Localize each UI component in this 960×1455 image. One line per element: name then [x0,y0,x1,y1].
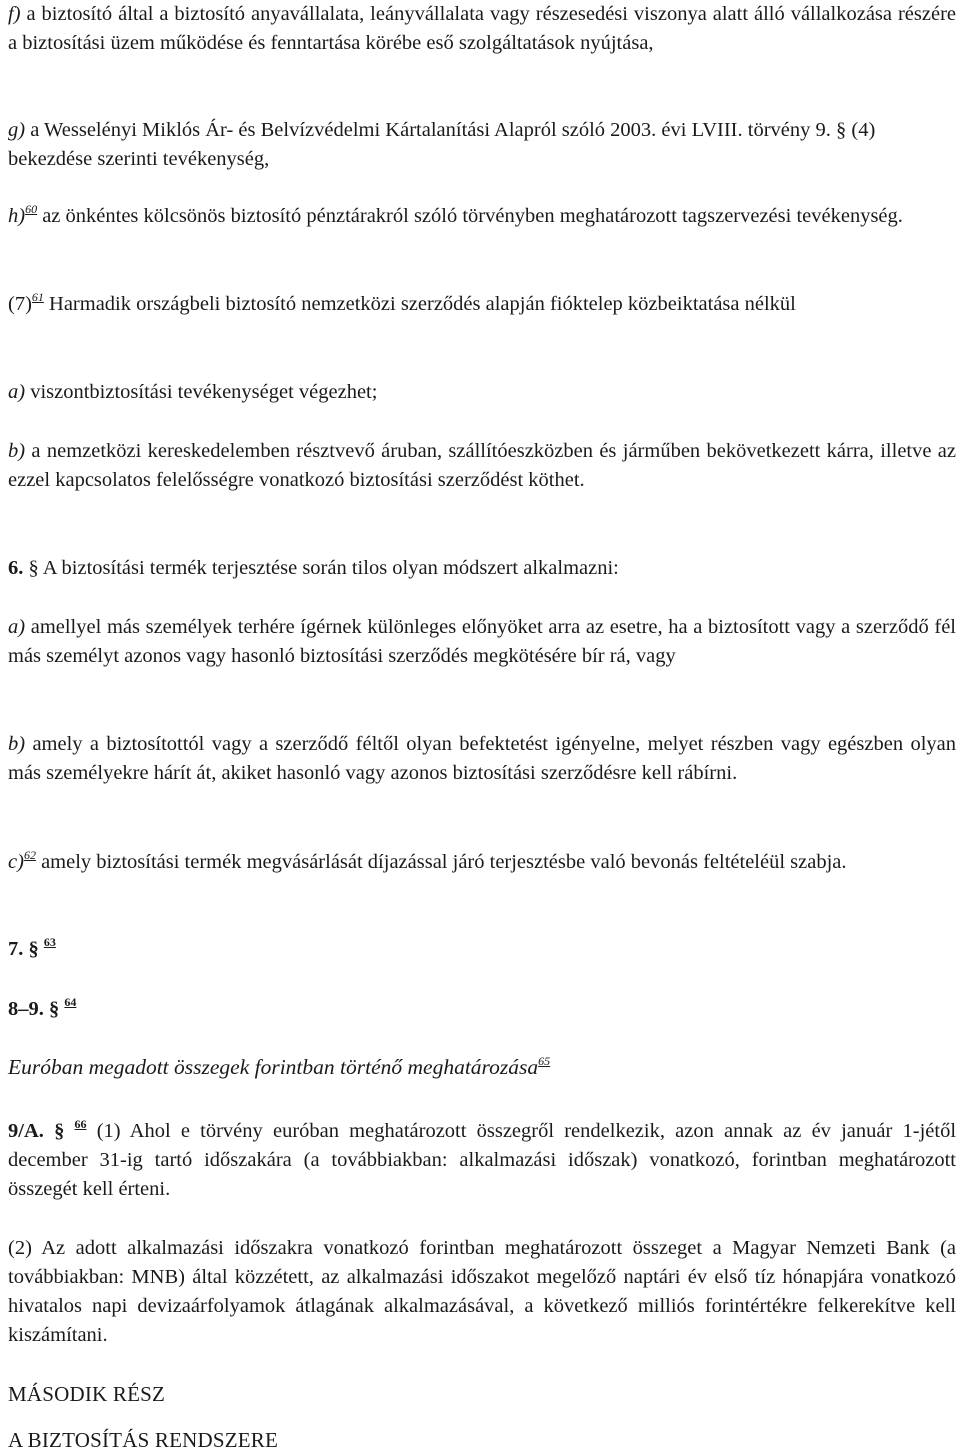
section-7 [8,935,956,964]
paragraph-f [8,0,956,58]
section-6a [8,613,956,671]
paragraph-text: (1) Ahol e törvény euróban meghatározott összegről rendelkezik, azon annak az év január 1-jétől december 31-ig tartó időszakára (a továbbiakban: alkalmazási időszak) vonatkozó, forintban meghatározott összegét kell érteni. [8,1120,957,1200]
paragraph-text: (2) Az adott alkalmazási időszakra vonatkozó forintban meghatározott összeget a Magyar Nemzeti Bank (a továbbiakban: MNB) által közzétett, az alkalmazási időszakot megelőző naptári év első tíz hónapjára vonatkozó hivatalos napi devizaárfolyamok átlagának alkalmazásával, a következő milliós forintértékre felkerekítve kell kiszámítani. [8,1237,956,1346]
section-number: 7. [8,938,24,960]
footnote-link[interactable]: 64 [64,995,77,1009]
paragraph-text: viszontbiztosítási tevékenységet végezhet; [25,381,378,403]
section-sign: § [23,938,39,960]
paragraph-g [8,116,956,174]
paragraph-text: amellyel más személyek terhére ígérnek különleges előnyöket arra az esetre, ha a biztosított vagy a szerződő fél más személyt azonos vagy hasonló biztosítási szerződés megkötésére bír rá, vagy [8,616,956,667]
item-marker: h) [8,205,26,227]
item-marker: a) [8,381,26,403]
footnote-link[interactable]: 61 [31,290,44,304]
section-sign: § [43,1120,65,1142]
item-marker: b) [8,440,26,462]
section-number: 9/A. [8,1120,44,1142]
part-title: A BIZTOSÍTÁS RENDSZERE [8,1428,279,1452]
section-number: 6. [8,557,24,579]
paragraph-7 [8,290,956,319]
section-number: 8–9. [8,998,44,1020]
paragraph-text: amely a biztosítottól vagy a szerződő féltől olyan befektetést igényelne, melyet részben vagy egészben olyan más személyekre hárít át, akiket hasonló vagy azonos biztosítási szerződésre kell rábírni. [8,733,956,784]
item-marker: g) [8,119,26,141]
section-6 [8,554,956,583]
paragraph-7a [8,378,956,407]
heading-text: Euróban megadott összegek forintban történő meghatározása [8,1055,539,1079]
section-9a [8,1117,956,1204]
paragraph-lead: (7) [8,293,32,315]
item-marker: b) [8,733,26,755]
paragraph-text: a nemzetközi kereskedelemben résztvevő áruban, szállítóeszközben és járműben bekövetkezett kárra, illetve az ezzel kapcsolatos felelősségre vonatkozó biztosítási szerződést köthet. [8,440,956,491]
footnote-link[interactable]: 62 [23,848,36,862]
item-marker: a) [8,616,26,638]
paragraph-text: a biztosító által a biztosító anyavállalata, leányvállalata vagy részesedési viszonya alatt álló vállalkozása részére a biztosítási üzem működése és fenntartása körébe eső szolgáltatások nyújtása, [8,3,956,54]
part-heading: MÁSODIK RÉSZ [8,1382,165,1406]
paragraph-7b [8,437,956,495]
footnote-link[interactable]: 60 [25,202,38,216]
subtitle-heading [8,1053,956,1082]
footnote-link[interactable]: 66 [74,1117,87,1131]
paragraph-text: a Wesselényi Miklós Ár- és Belvízvédelmi Kártalanítási Alapról szóló 2003. évi LVIII. törvény 9. § (4) bekezdése szerinti tevékenység, [8,119,876,170]
item-marker: f) [8,3,21,25]
paragraph-text: Harmadik országbeli biztosító nemzetközi szerződés alapján fióktelep közbeiktatása nélkül [43,293,796,315]
section-6c [8,848,956,877]
section-8-9 [8,995,956,1024]
paragraph-text: amely biztosítási termék megvásárlását díjazással járó terjesztésbe való bevonás feltételéül szabja. [35,851,847,873]
footnote-link[interactable]: 63 [43,935,56,949]
paragraph-text: az önkéntes kölcsönös biztosító pénztárakról szóló törvényben meghatározott tagszervezési tevékenység. [37,205,903,227]
paragraph-text: § A biztosítási termék terjesztése során tilos olyan módszert alkalmazni: [23,557,619,579]
paragraph-h [8,202,956,231]
item-marker: c) [8,851,24,873]
footnote-link[interactable]: 65 [538,1054,551,1068]
section-9a-2 [8,1234,956,1350]
section-6b [8,730,956,788]
section-sign: § [43,998,60,1020]
